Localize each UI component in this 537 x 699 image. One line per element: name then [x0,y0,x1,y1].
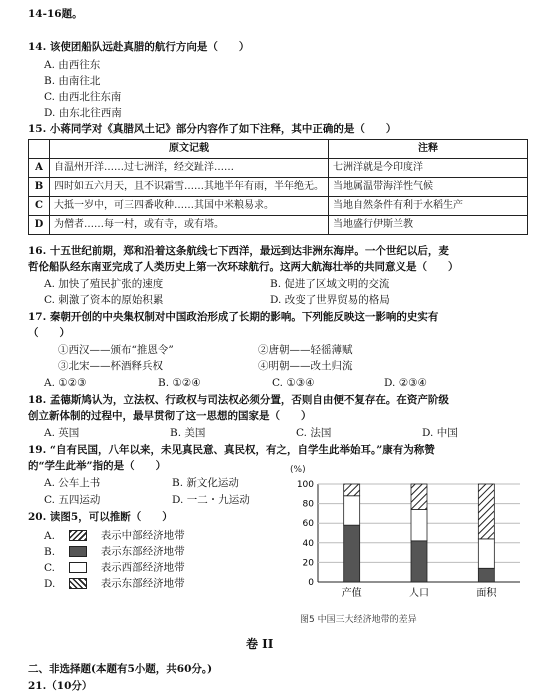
row-key: D [29,216,50,235]
bar-segment-white [411,509,427,540]
question-range-header: 14-16题。 [28,8,83,20]
q16-option-c: C. 刺激了资本的原始积累 [44,294,164,306]
bar-segment-white [478,539,494,568]
row-key: B [29,178,50,197]
bar-segment-hatch [411,484,427,509]
x-category-label: 面积 [476,588,497,599]
option-text: 表示中部经济地带 [100,529,185,542]
q16-stem-line1: 16. 十五世纪前期，郑和沿着这条航线七下西洋，最远到达非洲东海岸。一个世纪以后，麦 [28,245,449,257]
q20-option-a [44,530,185,541]
q17-paren: （ ） [28,327,70,339]
q20-stem: 20. 读图5，可以推断（ ） [28,511,173,523]
part2-title: 卷 II [246,637,274,651]
option-key: B. [44,545,56,558]
part2-section: 二、非选择题(本题有5小题，共60分。) [28,663,213,675]
q19-option-c: C. 五四运动 [44,494,101,506]
y-tick-label: 40 [302,538,314,549]
row-text: 为僧者……每一村，或有寺，或有塔。 [50,216,329,235]
q18-stem-line1: 18. 孟德斯鸠认为，立法权、行政权与司法权必须分置，否则自由便不复存在。在资产阶级 [28,394,449,406]
q19-stem-line1: 19. “自有民国，八年以来，未见真民意、真民权，有之，自学生此举始耳。”康有为称赞 [28,444,435,456]
q16-option-a: A. 加快了殖民扩张的速度 [44,278,164,290]
white-swatch-icon [69,562,87,573]
y-tick-label: 100 [296,480,314,490]
q14-option-c: C. 由西北往东南 [44,91,122,103]
row-text: 自温州开洋……过七洲洋，经交趾洋…… [50,159,329,178]
row-note: 七洲洋就是今印度洋 [329,159,528,178]
q14-option-d: D. 由东北往西南 [44,107,122,119]
bar-segment-solid [344,525,360,582]
table-header-row [29,140,528,159]
table-header-note: 注释 [329,140,528,159]
row-text: 大抵一岁中，可三四番收种……其国中米粮易求。 [50,197,329,216]
x-category-label: 人口 [409,588,429,599]
q17-option-d: D. ②③④ [384,377,427,389]
option-text: 表示东部经济地带 [100,577,185,590]
bar-segment-hatch [478,484,494,539]
q14-option-a: A. 由西往东 [44,59,101,71]
row-key: A [29,159,50,178]
q19-option-d: D. 一二・九运动 [172,494,250,506]
q21-stem: 21.（10分） [28,680,93,692]
x-category-label: 产值 [341,588,362,599]
chart-caption: 图5 中国三大经济地带的差异 [300,615,417,625]
table-row [29,178,528,197]
option-key: A. [44,529,55,542]
q17-item-4: ④明朝——改土归流 [258,360,353,372]
y-tick-label: 60 [302,519,314,530]
option-text: 表示西部经济地带 [100,561,185,574]
q18-stem-line2: 创立新体制的过程中，最早贯彻了这一思想的国家是（ ） [28,410,312,422]
q17-stem: 17. 秦朝开创的中央集权制对中国政治形成了长期的影响。下列能反映这一影响的史实有 [28,311,439,323]
bar-segment-white [344,496,360,525]
q14-stem: 14. 该使团船队远赴真腊的航行方向是（ ） [28,41,250,53]
q20-option-c [44,562,185,573]
row-note: 当地盛行伊斯兰教 [329,216,528,235]
q17-item-2: ②唐朝——轻徭薄赋 [258,344,353,356]
bar-segment-solid [411,541,427,582]
y-tick-label: 20 [302,558,314,569]
q19-stem-line2: 的“学生此举”指的是（ ） [28,460,167,472]
row-key: C [29,197,50,216]
q19-option-a: A. 公车上书 [44,477,101,489]
hatch-swatch-icon [69,530,87,541]
q16-option-d: D. 改变了世界贸易的格局 [270,294,390,306]
q17-option-a: A. ①②③ [44,377,87,389]
q15-stem: 15. 小蒋同学对《真腊风土记》部分内容作了如下注释，其中正确的是（ ） [28,123,397,135]
q16-stem-line2: 哲伦船队经东南亚完成了人类历史上第一次环球航行。这两大航海壮举的共同意义是（ ） [28,261,459,273]
option-key: D. [44,577,56,590]
q18-option-d: D. 中国 [422,427,458,439]
q20-option-b [44,546,185,557]
q16-option-b: B. 促进了区域文明的交流 [270,278,390,290]
y-tick-label: 80 [302,499,314,510]
q18-option-c: C. 法国 [296,427,332,439]
option-text: 表示东部经济地带 [100,545,185,558]
q14-option-b: B. 由南往北 [44,75,101,87]
y-tick-label: 0 [308,578,314,588]
q18-option-a: A. 英国 [44,427,80,439]
q19-option-b: B. 新文化运动 [172,477,239,489]
bar-segment-solid [478,568,494,582]
table-header-text: 原文记载 [50,140,329,159]
table-corner-cell [29,140,50,159]
q18-option-b: B. 美国 [170,427,206,439]
table-row [29,197,528,216]
q17-option-c: C. ①③④ [272,377,315,389]
row-note: 当地属温带海洋性气候 [329,178,528,197]
row-text: 四时如五六月天，且不识霜雪……其地半年有雨，半年绝无。 [50,178,329,197]
bar-segment-hatch [344,484,360,496]
q15-table [28,139,528,235]
q17-option-b: B. ①②④ [158,377,201,389]
row-note: 当地自然条件有利于水稻生产 [329,197,528,216]
economic-belt-chart [288,462,528,630]
table-row [29,159,528,178]
option-key: C. [44,561,55,574]
q17-item-3: ③北宋——杯酒释兵权 [58,360,163,372]
q20-option-d [44,578,185,589]
y-axis-unit: (%) [290,465,306,475]
hatch-swatch-icon [69,578,87,589]
solid-swatch-icon [69,546,87,557]
table-row [29,216,528,235]
q17-item-1: ①西汉——颁布“推恩令” [58,344,174,356]
